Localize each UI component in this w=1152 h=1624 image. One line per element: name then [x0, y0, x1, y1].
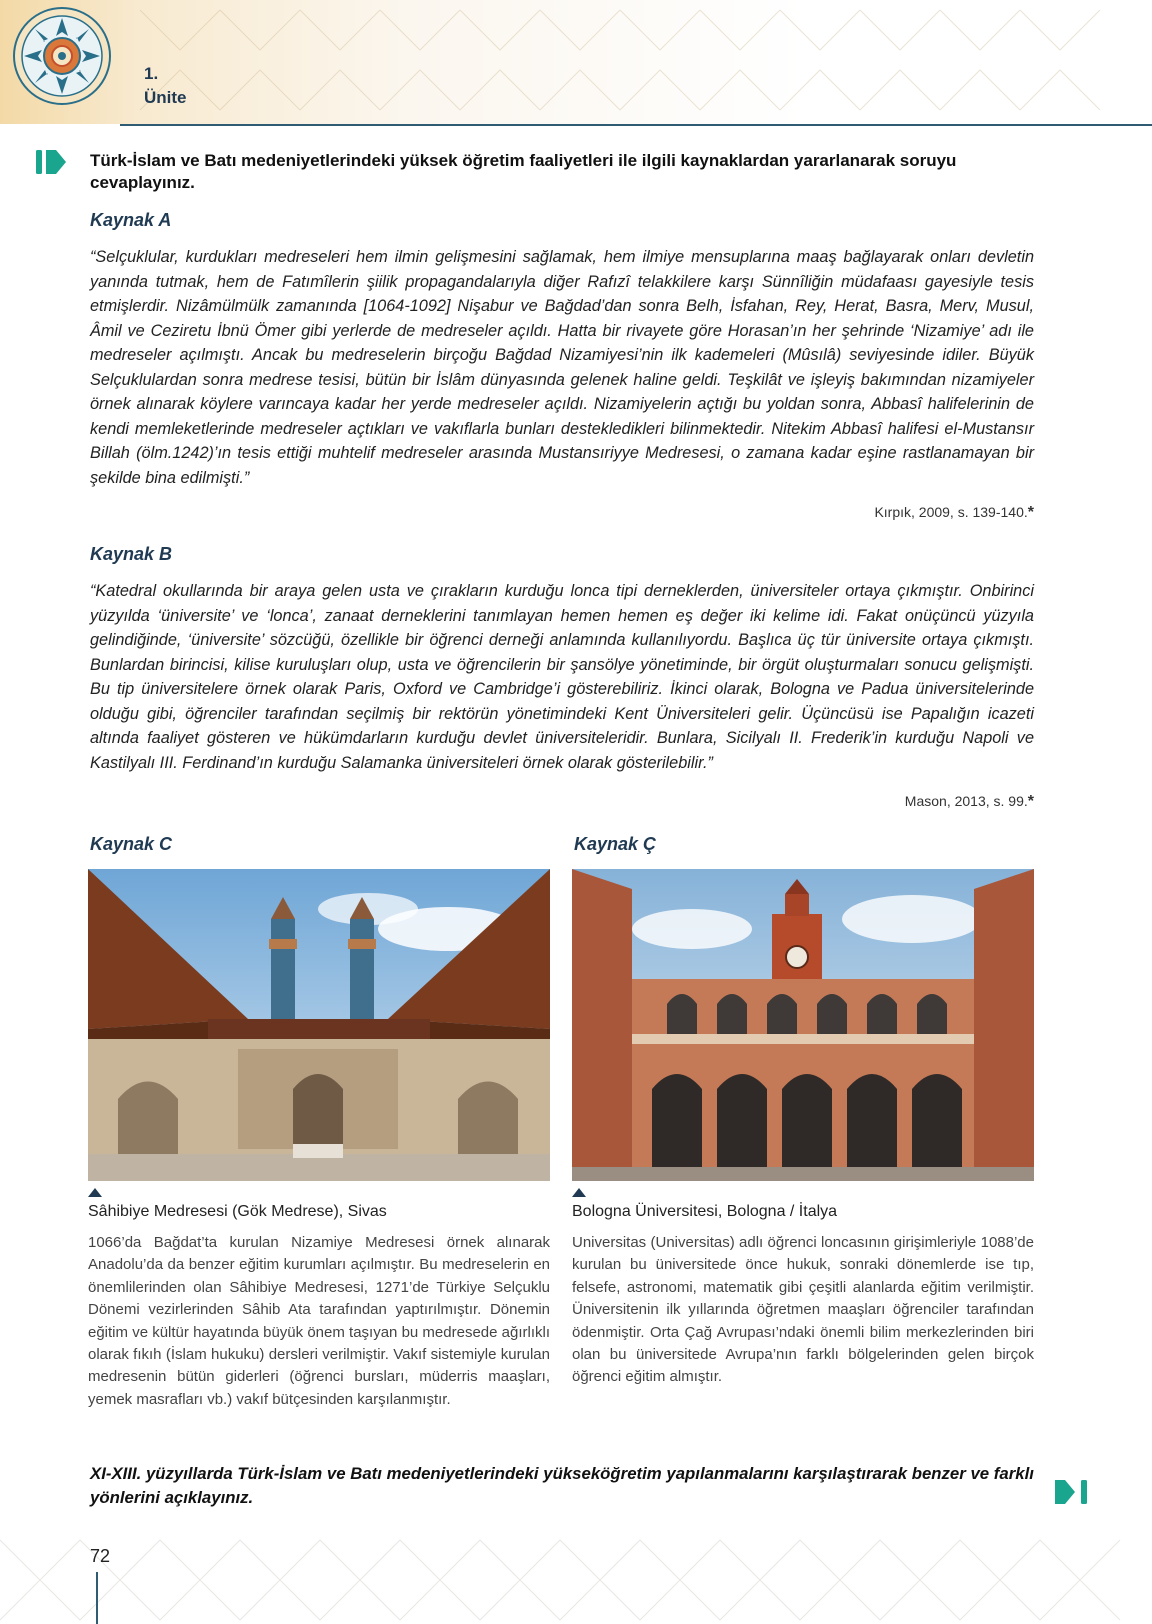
page-number-rule — [96, 1572, 98, 1624]
gok-medrese-photo — [88, 869, 550, 1181]
end-marker-icon — [1055, 1480, 1089, 1504]
caption-marker-icon — [88, 1188, 102, 1197]
source-c2-caption: Bologna Üniversitesi, Bologna / İtalya — [572, 1203, 838, 1220]
unit-label: Ünite — [144, 88, 187, 107]
caption-marker-icon — [572, 1188, 586, 1197]
question-title: Türk-İslam ve Batı medeniyetlerindeki yüksek öğretim faaliyetleri ile ilgili kaynaklardan yararlanarak soruyu cevaplayınız. — [90, 151, 957, 192]
source-c-heading: Kaynak C — [90, 834, 173, 854]
footnote-star: * — [1027, 504, 1034, 521]
unit-number: 1. — [144, 64, 159, 83]
header-divider — [120, 124, 1152, 126]
source-c2-description: Universitas (Universitas) adlı öğrenci loncasının girişimleriyle 1088’de kurulan bu üniversitede önce hukuk, sonraki dönemlerde ise tıp, felsefe, astronomi, matematik gibi çeşitli alanlarda eğitim verilmiştir. Üniversitenin ilk yıllarında öğretmen maaşları öğrenciler tarafından ödenmiştir. Orta Çağ Avrupası’ndaki önemli bilim merkezlerinden biri olan bu üniversitede Avrupa’nın farklı bölgelerinden gelen birçok öğrenci eğitim almıştır. — [572, 1234, 1034, 1386]
source-c2-heading: Kaynak Ç — [574, 834, 657, 854]
footer-pattern — [0, 1530, 1152, 1624]
rosette-ornament-icon — [12, 6, 112, 106]
source-a-citation — [874, 504, 1034, 522]
start-marker-icon — [36, 150, 68, 174]
source-b-quote: “Katedral okullarında bir araya gelen usta ve çırakların kurduğu lonca tipi derneklerden, üniversiteler ortaya çıkmıştır. Onbirinci yüzyılda ‘üniversite’ ve ‘lonca’, zanaat derneklerini tanımlayan hemen hemen eş değer iki kelime idi. Fakat onüçüncü yüzyıla gelindiğinde, ‘üniversite’ sözcüğü, özellikle bir öğrenci derneği anlamında kullanılıyordu. Başlıca üç tür üniversite ortaya çıkmıştı. Bunlardan birincisi, kilise kuruluşları olup, usta ve öğrencilerin bir şansölye yönetiminde, bir örgüt oluşturmaları sonucu gelişmişti. Bu tip üniversitelere örnek olarak Paris, Oxford ve Cambridge’i gösterebiliriz. İkinci olarak, Bologna ve Padua üniversitelerinde olduğu gibi, öğrenciler tarafından seçilmiş bir rektörün yönetimindeki Kent Üniversiteleri gelir. Üçüncüsü ise Papalığın icazeti altında faaliyet gösteren ve hükümdarların kurduğu devlet üniversiteleridir. Bunlara, Sicilyalı II. Frederik’in kurduğu Napoli ve Kastilyalı III. Ferdinand’ın kurduğu Salamanka üniversiteleri örnek olarak gösterilebilir.” — [90, 582, 1034, 772]
source-a-citation-text: Kırpık, 2009, s. 139-140. — [874, 504, 1028, 520]
bologna-university-photo — [572, 869, 1034, 1181]
final-question: XI-XIII. yüzyıllarda Türk-İslam ve Batı medeniyetlerindeki yükseköğretim yapılanmalarını karşılaştırarak benzer ve farklı yönlerini açıklayınız. — [90, 1464, 1034, 1507]
source-c-caption: Sâhibiye Medresesi (Gök Medrese), Sivas — [88, 1203, 387, 1220]
page-number: 72 — [90, 1546, 111, 1566]
source-a-heading: Kaynak A — [90, 210, 172, 230]
source-c-description: 1066’da Bağdat’ta kurulan Nizamiye Medresesi örnek alınarak Anadolu’da da benzer eğitim kurumları açılmıştır. Bu medreselerin en önemlilerinden olan Sâhibiye Medresesi, 1271’de Türkiye Selçuklu Dönemi vezirlerinden Sâhib Ata tarafından yaptırılmıştır. Dönemin eğitim ve kültür hayatında büyük önem taşıyan bu medresede ağırlıklı olarak fıkıh (İslam hukuku) dersleri verilmiştir. Vakıf sistemiyle kurulan medresenin bütün giderleri (öğrenci bursları, müderris maaşları, yemek masrafları vb.) vakıf bütçesinden karşılanmıştır. — [88, 1234, 550, 1408]
source-a-quote: “Selçuklular, kurdukları medreseleri hem ilmin gelişmesini sağlamak, hem ilmiye mensuplarına maaş bağlayarak onları devletin yanında tutmak, hem de Fatımîlerin şiilik propagandalarıyla diğer Rafızî telakkilere karşı Sünnîliğin müdafaası gayesiyle tesis etmişlerdir. Nizâmülmülk zamanında [1064-1092] Nişabur ve Bağdad’dan sonra Belh, İsfahan, Rey, Herat, Basra, Merv, Musul, Âmil ve Ceziretu İbnü Ömer gibi yerlerde de medreseler açıldı. Hatta bir rivayete göre Horasan’ın her şehrinde ‘Nizamiye’ adı ile medreseler açılmıştı. Ancak bu medreselerin birçoğu Bağdad Nizamiyesi’nin ilk kademeleri (Mûsılâ) seviyesinde idiler. Büyük Selçuklulardan sonra medrese tesisi, bütün bir İslâm dünyasında gelenek haline geldi. Teşkilât ve işleyiş bakımından nizamiyeler örnek alınarak köylere varıncaya kadar her yerde medreseler açıldı. Nizamiyelerin açtığı bu yoldan sonra, Abbasî halifelerinin de kendi memleketlerinde medreseler açtıkları ve vakıflarla bunları destekledikleri bilinmektedir. Nitekim Abbasî halifesi el-Mustansır Billah (ölm.1242)’ın tesis ettiği muhtelif medreseler arasında Mustansıriyye Medresesi, o zamana kadar eşine rastlanamayan bir şekilde bina edilmişti.” — [90, 248, 1034, 487]
source-b-citation — [905, 793, 1034, 811]
source-b-citation-text: Mason, 2013, s. 99. — [904, 793, 1028, 809]
source-b-heading: Kaynak B — [90, 544, 173, 564]
footnote-star: * — [1027, 793, 1034, 810]
